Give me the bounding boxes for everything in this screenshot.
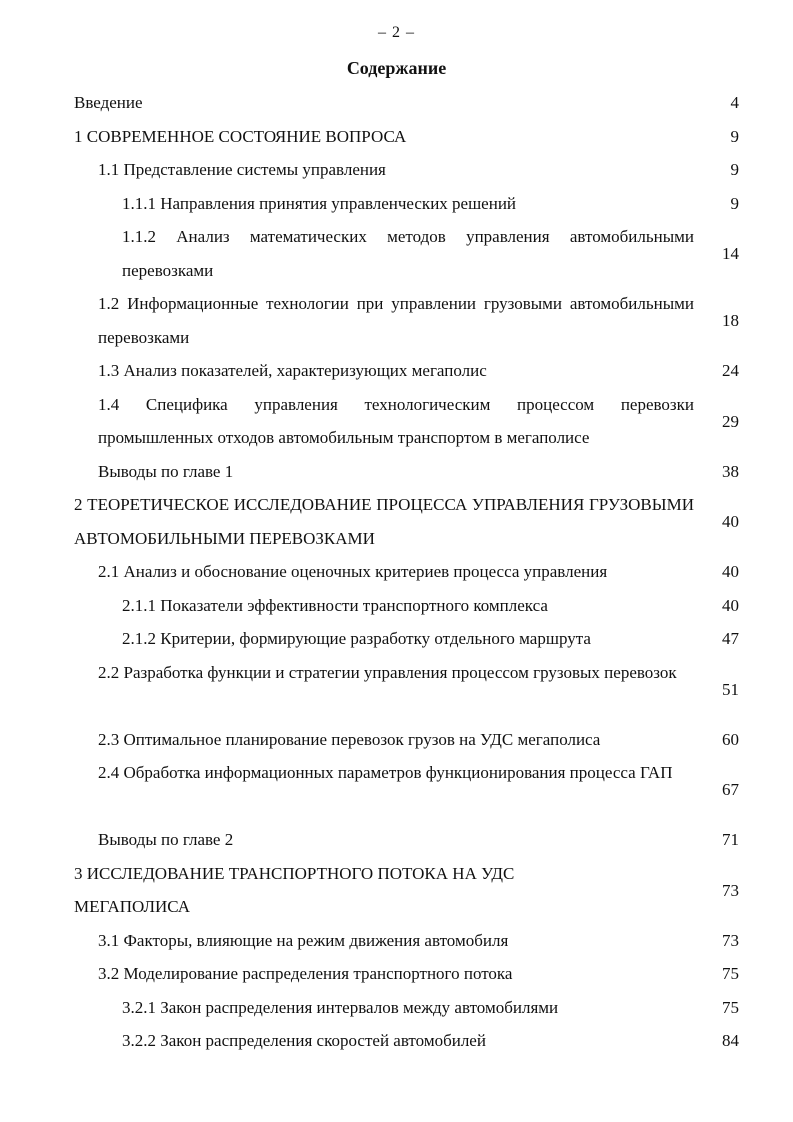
toc-entry-page: 47 xyxy=(722,629,739,648)
toc-entry-page: 67 xyxy=(722,780,739,799)
toc-entry-title: Введение xyxy=(74,93,143,112)
toc-entry-title: 1.1.1 Направления принятия управленческих решений xyxy=(122,193,517,213)
toc-entry-page: 84 xyxy=(722,1031,739,1050)
toc-entry-title: 2.1.1 Показатели эффективности транспортного комплекса xyxy=(122,595,548,615)
toc-entry[interactable] xyxy=(0,924,793,958)
toc-entry[interactable] xyxy=(0,656,793,723)
toc-entry-title: Выводы по главе 1 xyxy=(98,461,234,481)
toc-entry[interactable] xyxy=(0,756,793,823)
toc-entry-title: 3.2.1 Закон распределения интервалов между автомобилями xyxy=(122,997,559,1017)
toc-entry-page: 9 xyxy=(730,160,739,179)
toc-entry[interactable] xyxy=(0,589,793,623)
toc-entry-page: 51 xyxy=(722,679,739,699)
toc-entry-page: 4 xyxy=(730,93,739,112)
toc-entry[interactable] xyxy=(0,723,793,757)
toc-entry-title: 3.2 Моделирование распределения транспортного потока xyxy=(98,964,513,983)
toc-entry[interactable] xyxy=(0,555,793,589)
toc-entry[interactable] xyxy=(0,354,793,388)
toc-entry-title: 1 СОВРЕМЕННОЕ СОСТОЯНИЕ ВОПРОСА xyxy=(74,126,407,146)
toc-entry[interactable] xyxy=(0,1024,793,1058)
toc-entry-page: 14 xyxy=(722,244,739,263)
toc-entry-title: 3.2.2 Закон распределения скоростей автомобилей xyxy=(122,1031,486,1050)
toc-entry-title: 2.4 Обработка информационных параметров функционирования процесса ГАП xyxy=(98,763,673,782)
toc-entry[interactable] xyxy=(0,220,793,287)
toc-entry-page: 40 xyxy=(722,562,739,581)
toc-entry[interactable] xyxy=(0,957,793,991)
toc-entry[interactable] xyxy=(0,455,793,489)
toc-entry-page: 73 xyxy=(722,880,739,900)
page-title: Содержание xyxy=(346,58,447,78)
toc-entry[interactable] xyxy=(0,823,793,857)
toc-entry-page: 24 xyxy=(722,361,739,380)
toc-entry-page: 75 xyxy=(722,997,739,1017)
toc-entry-title: 3 ИССЛЕДОВАНИЕ ТРАНСПОРТНОГО ПОТОКА НА УДС МЕГАПОЛИСА xyxy=(74,863,515,916)
toc-entry-title: 1.3 Анализ показателей, характеризующих мегаполис xyxy=(98,361,487,380)
toc-entry[interactable] xyxy=(0,388,793,455)
toc-entry-page: 73 xyxy=(722,930,739,950)
toc-entry-page: 9 xyxy=(730,193,739,213)
toc-entry-title: 1.4 Специфика управления технологическим процессом перевозки промышленных отходов автомобильным транспортом в мегаполисе xyxy=(98,394,694,447)
toc-entry[interactable] xyxy=(0,86,793,120)
toc-entry-title: Выводы по главе 2 xyxy=(98,830,234,849)
toc-entry-title: 2.2 Разработка функции и стратегии управления процессом грузовых перевозок xyxy=(98,662,677,682)
toc-entry-page: 40 xyxy=(722,512,739,531)
toc-entry-title: 1.1.2 Анализ математических методов управления автомобильными перевозками xyxy=(122,227,694,280)
table-of-contents xyxy=(0,86,793,1058)
toc-entry-page: 75 xyxy=(722,964,739,983)
toc-entry-page: 38 xyxy=(722,461,739,481)
toc-entry[interactable] xyxy=(0,991,793,1025)
toc-entry[interactable] xyxy=(0,287,793,354)
toc-entry-title: 2 ТЕОРЕТИЧЕСКОЕ ИССЛЕДОВАНИЕ ПРОЦЕССА УПРАВЛЕНИЯ ГРУЗОВЫМИ АВТОМОБИЛЬНЫМИ ПЕРЕВОЗКАМИ xyxy=(74,495,694,548)
toc-entry-page: 9 xyxy=(730,126,739,146)
toc-entry-page: 29 xyxy=(722,411,739,431)
page-number: – 2 – xyxy=(378,24,415,41)
toc-entry-page: 18 xyxy=(722,311,739,330)
toc-entry-title: 2.3 Оптимальное планирование перевозок грузов на УДС мегаполиса xyxy=(98,729,601,749)
toc-entry-page: 40 xyxy=(722,595,739,615)
toc-entry[interactable] xyxy=(0,488,793,555)
toc-entry-title: 2.1 Анализ и обоснование оценочных критериев процесса управления xyxy=(98,562,608,581)
toc-entry-title: 2.1.2 Критерии, формирующие разработку отдельного маршрута xyxy=(122,629,591,648)
toc-entry[interactable] xyxy=(0,153,793,187)
toc-entry-page: 60 xyxy=(722,729,739,749)
toc-entry-title: 3.1 Факторы, влияющие на режим движения автомобиля xyxy=(98,930,509,950)
toc-entry[interactable] xyxy=(0,187,793,221)
toc-entry-title: 1.2 Информационные технологии при управлении грузовыми автомобильными перевозками xyxy=(98,294,694,347)
toc-entry[interactable] xyxy=(0,622,793,656)
toc-entry-page: 71 xyxy=(722,830,739,849)
toc-entry[interactable] xyxy=(0,857,793,924)
toc-entry[interactable] xyxy=(0,120,793,154)
toc-entry-title: 1.1 Представление системы управления xyxy=(98,160,386,179)
